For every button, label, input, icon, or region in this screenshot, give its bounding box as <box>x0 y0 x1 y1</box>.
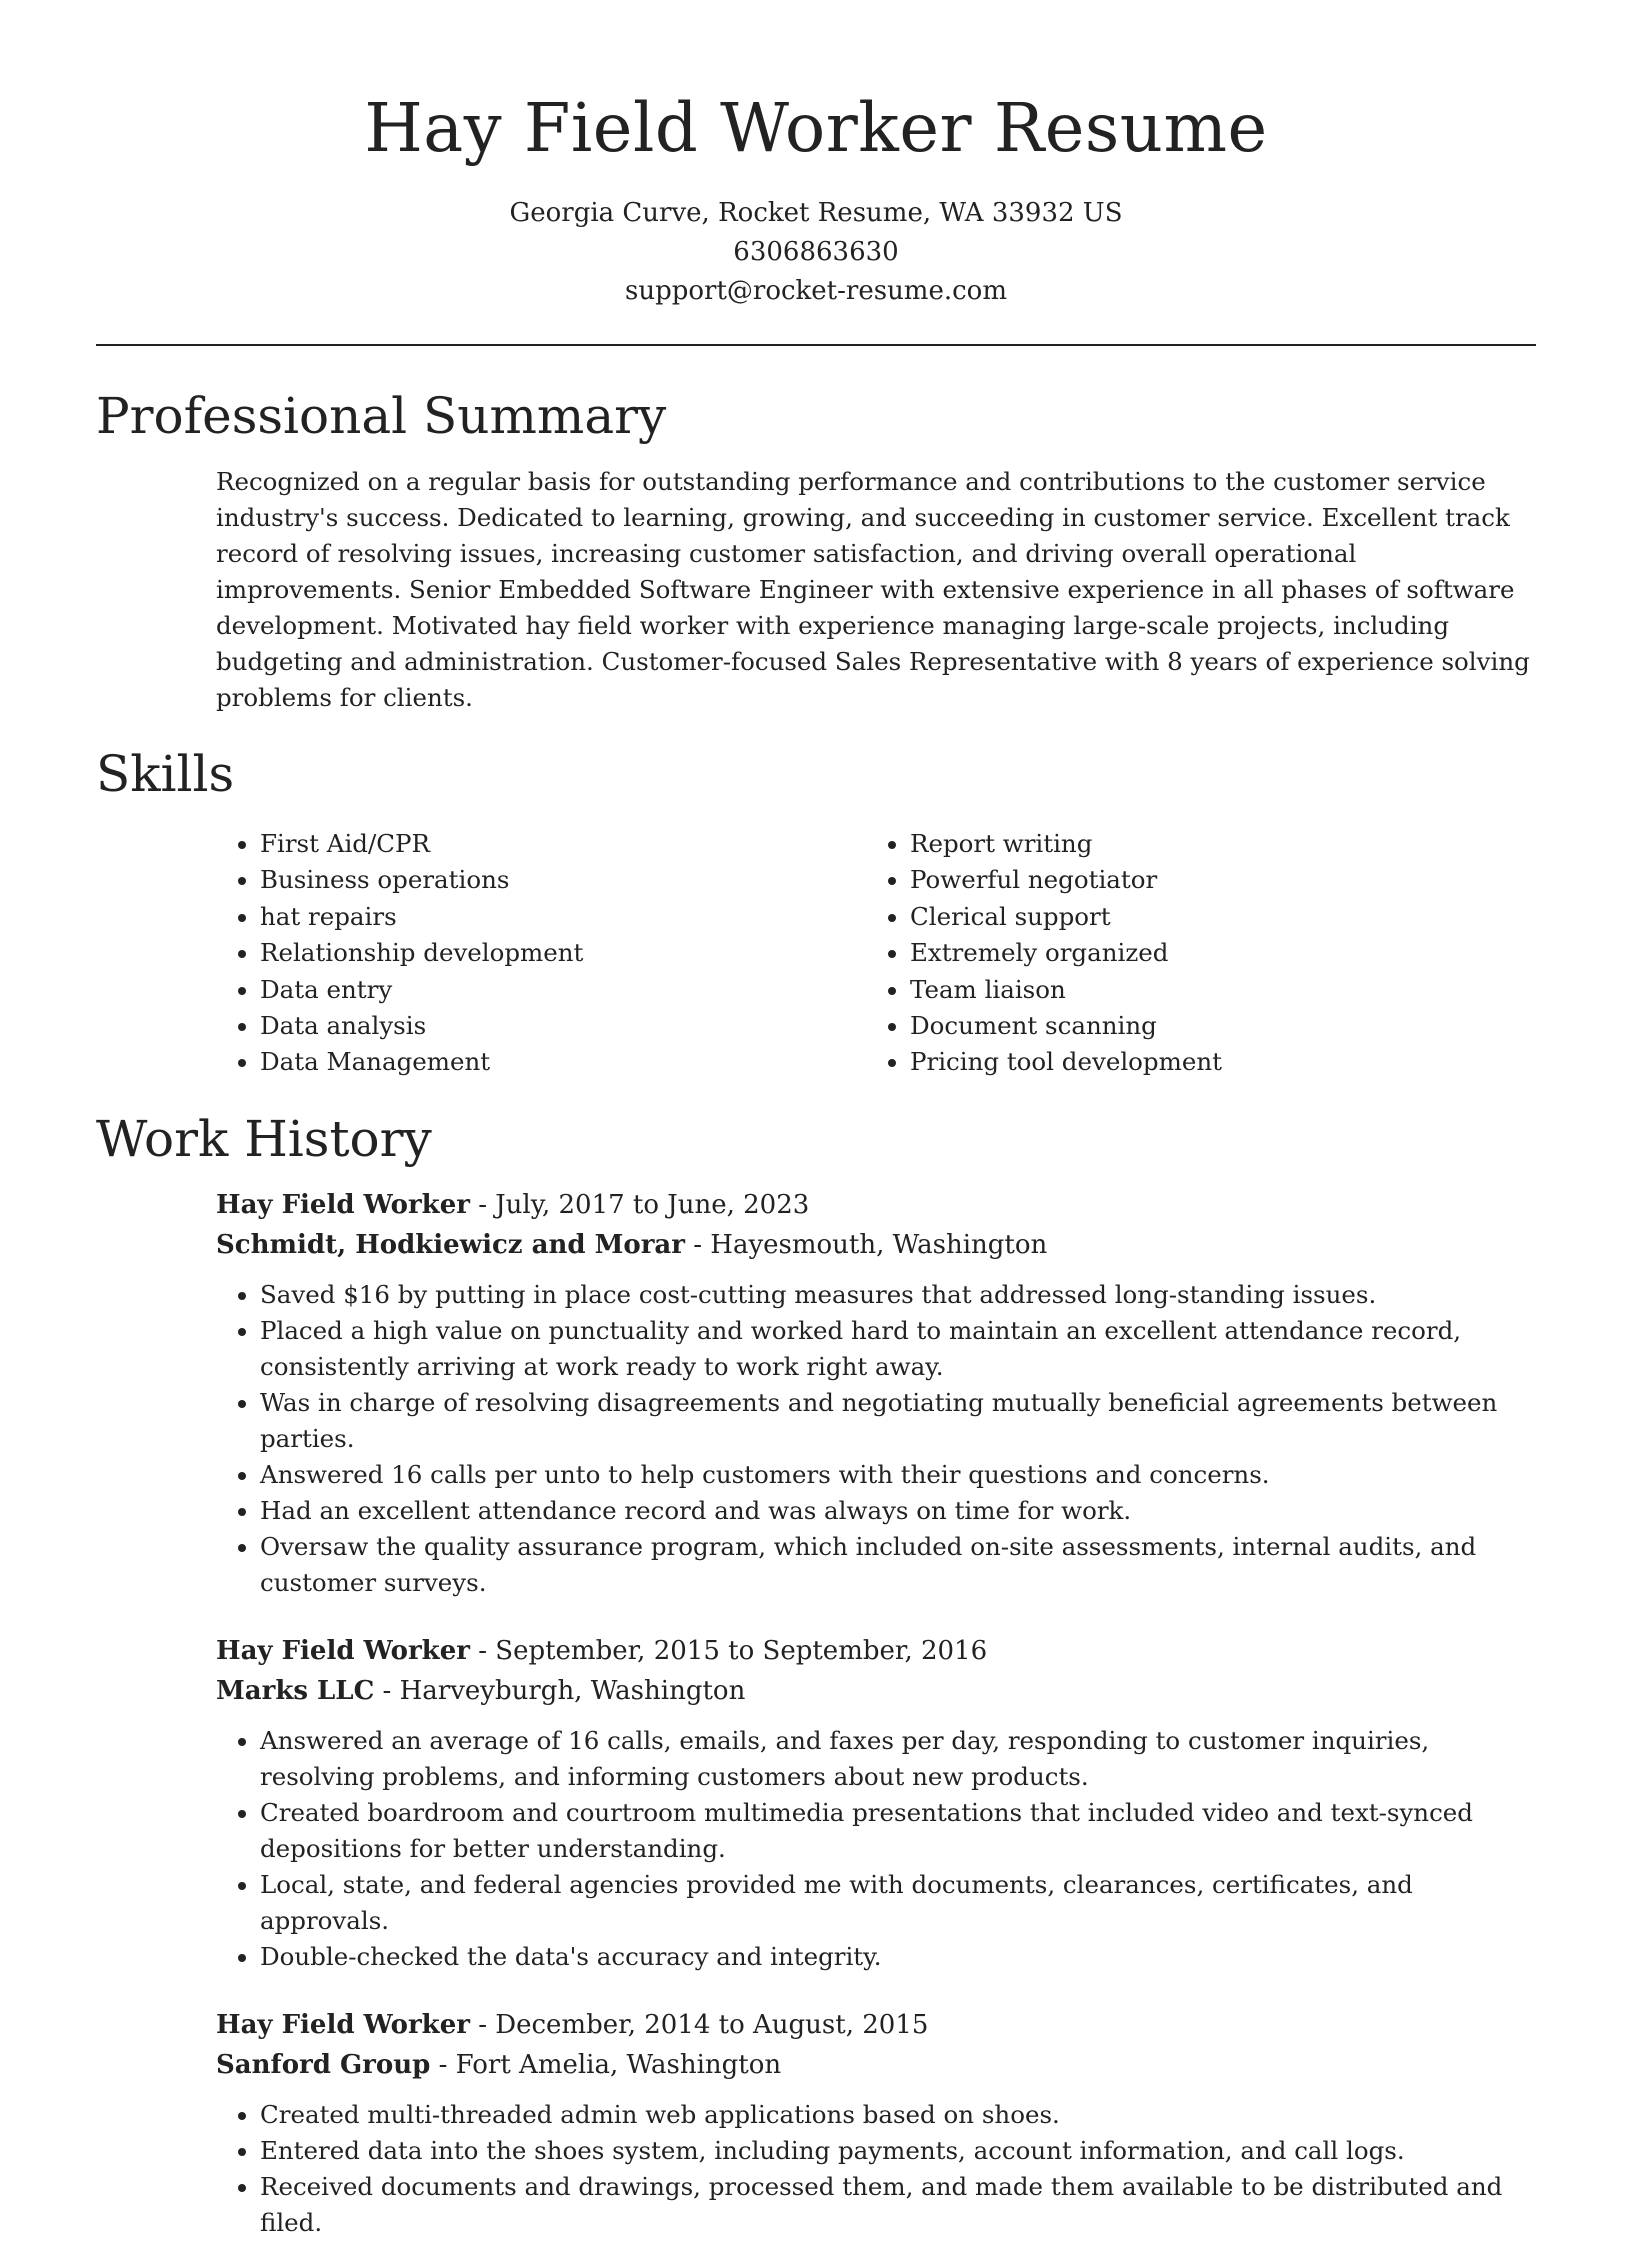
job-company: Schmidt, Hodkiewicz and Morar <box>216 1229 685 1260</box>
job-dates: - July, 2017 to June, 2023 <box>469 1189 810 1220</box>
skill-item: • Business operations <box>260 862 866 898</box>
skill-item: • Data Management <box>260 1044 866 1080</box>
job-duty: • Created multi-threaded admin web applications based on shoes. <box>260 2097 1536 2133</box>
job-role: Hay Field Worker <box>216 1635 470 1666</box>
job-company-line <box>216 1225 1536 1265</box>
skills-heading: Skills <box>96 745 235 803</box>
contact-info <box>0 194 1632 311</box>
job-duty: • Created boardroom and courtroom multimedia presentations that included video and text-synced depositions for better understanding. <box>260 1795 1536 1867</box>
job-duty: • Placed a high value on punctuality and worked hard to maintain an excellent attendance record, consistently arriving at work ready to work right away. <box>260 1313 1536 1385</box>
job-location: - Hayesmouth, Washington <box>684 1229 1048 1260</box>
job-duty: • Saved $16 by putting in place cost-cutting measures that addressed long-standing issues. <box>260 1277 1536 1313</box>
job-company: Marks LLC <box>216 1675 375 1706</box>
job-location: - Harveyburgh, Washington <box>374 1675 746 1706</box>
skill-item: • Report writing <box>910 826 1516 862</box>
job-duties <box>216 1277 1536 1601</box>
job-duties <box>216 2097 1536 2241</box>
job-title-line <box>216 1631 1536 1671</box>
resume-title: Hay Field Worker Resume <box>364 89 1268 167</box>
skill-item: • Extremely organized <box>910 935 1516 971</box>
job-duty: • Entered data into the shoes system, including payments, account information, and call logs. <box>260 2133 1536 2169</box>
job-duty: • Was in charge of resolving disagreements and negotiating mutually beneficial agreements between parties. <box>260 1385 1536 1457</box>
job-company-line <box>216 1671 1536 1711</box>
job-dates: - September, 2015 to September, 2016 <box>469 1635 988 1666</box>
job-company-line <box>216 2045 1536 2085</box>
job-title-line <box>216 1185 1536 1225</box>
skills-list <box>216 826 1536 1081</box>
skill-item: • Clerical support <box>910 899 1516 935</box>
job-duty: • Answered 16 calls per unto to help customers with their questions and concerns. <box>260 1457 1536 1493</box>
job-duties <box>216 1723 1536 1975</box>
skill-item: • Powerful negotiator <box>910 862 1516 898</box>
job-duty: • Local, state, and federal agencies provided me with documents, clearances, certificates, and approvals. <box>260 1867 1536 1939</box>
job-entry <box>216 2005 1536 2241</box>
skill-item: • Relationship development <box>260 935 866 971</box>
skills-column-right <box>866 826 1516 1081</box>
skill-item: • Team liaison <box>910 972 1516 1008</box>
job-title-line <box>216 2005 1536 2045</box>
skill-item: • hat repairs <box>260 899 866 935</box>
job-role: Hay Field Worker <box>216 1189 470 1220</box>
job-duty: • Received documents and drawings, processed them, and made them available to be distributed and filed. <box>260 2169 1536 2241</box>
summary-heading: Professional Summary <box>96 387 667 445</box>
job-location: - Fort Amelia, Washington <box>430 2049 782 2080</box>
resume-header <box>0 0 1632 311</box>
job-duty: • Had an excellent attendance record and was always on time for work. <box>260 1493 1536 1529</box>
job-duty: • Oversaw the quality assurance program, which included on-site assessments, internal audits, and customer surveys. <box>260 1529 1536 1601</box>
job-duty: • Double-checked the data's accuracy and integrity. <box>260 1939 1536 1975</box>
job-entry <box>216 1185 1536 1601</box>
skill-item: • Data analysis <box>260 1008 866 1044</box>
contact-email: support@rocket-resume.com <box>624 276 1007 306</box>
work-history-heading: Work History <box>96 1109 432 1168</box>
header-divider <box>96 344 1536 346</box>
skill-item: • Pricing tool development <box>910 1044 1516 1080</box>
skills-column-left <box>216 826 866 1081</box>
skill-item: • Data entry <box>260 972 866 1008</box>
summary-text: Recognized on a regular basis for outstanding performance and contributions to the customer service industry's success. Dedicated to learning, growing, and succeeding in customer service. Excellent track record of resolving issues, increasing customer satisfaction, and driving overall operational improvements. Senior Embedded Software Engineer with extensive experience in all phases of software development. Motivated hay field worker with experience managing large-scale projects, including budgeting and administration. Customer-focused Sales Representative with 8 years of experience solving problems for clients. <box>216 467 1530 712</box>
contact-phone: 6306863630 <box>733 237 899 267</box>
job-role: Hay Field Worker <box>216 2009 470 2040</box>
skill-item: • Document scanning <box>910 1008 1516 1044</box>
contact-address: Georgia Curve, Rocket Resume, WA 33932 US <box>509 198 1123 228</box>
job-company: Sanford Group <box>216 2049 431 2080</box>
skill-item: • First Aid/CPR <box>260 826 866 862</box>
job-dates: - December, 2014 to August, 2015 <box>469 2009 929 2040</box>
job-entry <box>216 1631 1536 1975</box>
job-duty: • Answered an average of 16 calls, emails, and faxes per day, responding to customer inquiries, resolving problems, and informing customers about new products. <box>260 1723 1536 1795</box>
